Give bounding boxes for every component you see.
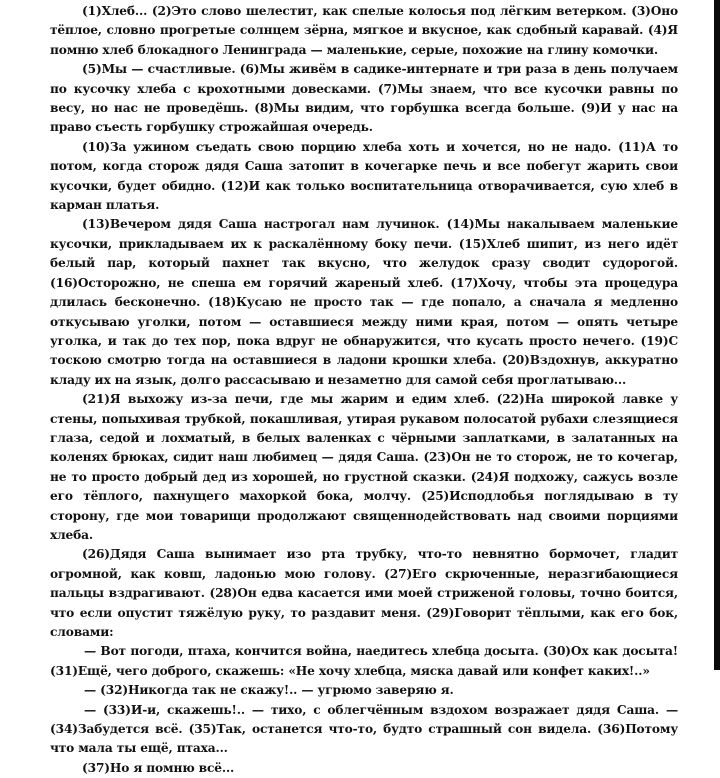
paragraph-10: (37)Но я помню всё... xyxy=(82,760,235,775)
paragraph-9: — (33)И-и, скажешь!.. — тихо, с облегчённым вздохом возражает дядя Саша. — (34)Забудется всё. (35)Так, останется что-то, будто страшный сон видела. (36)Потому что мала ты ещё, птаха... xyxy=(50,702,678,756)
paragraph-5: (21)Я выхожу из-за печи, где мы жарим и едим хлеб. (22)На широкой лавке у стены, попыхивая трубкой, покашливая, утирая рукавом полосатой рубахи слезящиеся глаза, седой и лохматый, в белых валенках с чёрными заплатками, в залатанных на коленях брюках, сидит наш любимец — дядя Саша. (23)Он не то сторож, не то кочегар, не то просто добрый дед из хорошей, но грустной сказки. (24)Я подхожу, сажусь возле его тёплого, пахнущего махоркой бока, молчу. (25)Исподлобья поглядываю в ту сторону, где мои товарищи продолжают священнодействовать над своими порциями хлеба. xyxy=(50,392,678,542)
paragraph-2: (5)Мы — счастливые. (6)Мы живём в садике-интернате и три раза в день получаем по кусочку хлеба с крохотными довесками. (7)Мы знаем, что все кусочки равны по весу, но нас не проведёшь. (8)Мы видим, что горбушка всегда больше. (9)И у нас на право съесть горбушку строжайшая очередь. xyxy=(50,62,678,135)
paragraph-1: (1)Хлеб... (2)Это слово шелестит, как спелые колосья под лёгким ветерком. (3)Оно тёплое, словно прогретые солнцем зёрна, мягкое и вкусное, как сдобный каравай. (4)Я помню хлеб блокадного Ленинграда — маленькие, серые, похожие на глину комочки. xyxy=(50,4,678,57)
paragraph-7: — Вот погоди, птаха, кончится война, наедитесь хлебца досыта. (30)Ох как досыта! (31)Ещё, чего доброго, скажешь: «Не хочу хлебца, мяска давай или конфет каких!..» xyxy=(50,644,678,678)
paragraph-8: — (32)Никогда так не скажу!.. — угрюмо заверяю я. xyxy=(84,683,454,698)
right-edge-border xyxy=(714,0,720,670)
paragraph-3: (10)За ужином съедать свою порцию хлеба хоть и хочется, но не надо. (11)А то потом, когда сторож дядя Саша затопит в кочегарке печь и все побегут жарить свои кусочки, будет обидно. (12)И как только воспитательница отворачивается, сую хлеб в карман платья. xyxy=(50,139,678,213)
paragraph-4: (13)Вечером дядя Саша настрогал нам лучинок. (14)Мы накалываем маленькие кусочки, прикладываем их к раскалённому боку печи. (15)Хлеб шипит, из него идёт белый пар, который пахнет так вкусно, что желудок сразу сводит судорогой. (16)Осторожно, не спеша ем горячий жареный хлеб. (17)Хочу, чтобы эта процедура длилась бесконечно. (18)Кусаю не просто так — где попало, а сначала я медленно откусываю уголки, потом — оставшиеся между ними края, потом — опять четыре уголка, и так до тех пор, пока вдруг не обнаружится, что кусать просто нечего. (19)С тоскою смотрю тогда на оставшиеся в ладони крошки хлеба. (20)Вздохнув, аккуратно кладу их на язык, долго рассасываю и незаметно для самой себя проглатываю... xyxy=(50,217,678,387)
paragraph-6: (26)Дядя Саша вынимает изо рта трубку, что-то невнятно бормочет, гладит огромной, как ковш, ладонью мою голову. (27)Его скрюченные, неразгибающиеся пальцы вздрагивают. (28)Он едва касается ими моей стриженой головы, точно боится, что если опустит тяжёлую руку, то раздавит меня. (29)Говорит тёплыми, как его бок, словами: xyxy=(50,547,678,639)
